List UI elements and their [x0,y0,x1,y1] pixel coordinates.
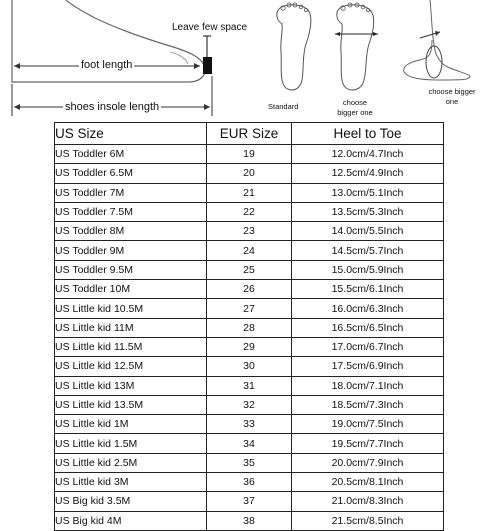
eur-size-cell: 23 [207,222,292,241]
measurement-illustration [0,0,500,122]
size-chart-table [54,122,444,531]
heel-to-toe-cell: 12.0cm/4.7Inch [292,145,444,164]
eur-size-cell: 34 [207,434,292,453]
eur-size-cell: 35 [207,453,292,472]
us-size-cell: US Toddler 7.5M [55,202,207,221]
heel-to-toe-cell: 15.5cm/6.1Inch [292,280,444,299]
table-row [55,280,444,299]
eur-size-cell: 32 [207,395,292,414]
heel-to-toe-cell: 17.0cm/6.7Inch [292,337,444,356]
eur-size-cell: 19 [207,145,292,164]
heel-to-toe-cell: 12.5cm/4.9Inch [292,164,444,183]
heel-to-toe-cell: 19.5cm/7.7Inch [292,434,444,453]
us-size-cell: US Little kid 12.5M [55,357,207,376]
heel-to-toe-cell: 16.0cm/6.3Inch [292,299,444,318]
choose-bigger-label-wide: choose bigger one [337,98,373,117]
table-row [55,299,444,318]
table-row [55,376,444,395]
eur-size-cell: 20 [207,164,292,183]
standard-label: Standard [268,102,299,111]
table-row [55,318,444,337]
table-row [55,202,444,221]
eur-size-cell: 24 [207,241,292,260]
table-row [55,434,444,453]
heel-to-toe-cell: 14.5cm/5.7Inch [292,241,444,260]
table-row [55,260,444,279]
us-size-cell: US Little kid 10.5M [55,299,207,318]
heel-to-toe-cell: 20.0cm/7.9Inch [292,453,444,472]
table-row [55,241,444,260]
us-size-cell: US Little kid 11.5M [55,337,207,356]
heel-to-toe-cell: 14.0cm/5.5Inch [292,222,444,241]
table-row [55,395,444,414]
us-size-cell: US Big kid 3.5M [55,492,207,511]
table-row [55,453,444,472]
us-size-cell: US Little kid 13.5M [55,395,207,414]
us-size-cell: US Toddler 9M [55,241,207,260]
eur-size-cell: 36 [207,473,292,492]
heel-to-toe-cell: 13.5cm/5.3Inch [292,202,444,221]
heel-to-toe-cell: 21.0cm/8.3Inch [292,492,444,511]
eur-size-cell: 28 [207,318,292,337]
instep-measure-loop [426,46,442,78]
eur-size-cell: 33 [207,415,292,434]
heel-to-toe-cell: 19.0cm/7.5Inch [292,415,444,434]
table-row [55,337,444,356]
eur-size-cell: 21 [207,183,292,202]
header-us-size: US Size [55,123,207,145]
table-header-row [55,123,444,145]
table-row [55,164,444,183]
eur-size-cell: 37 [207,492,292,511]
us-size-cell: US Toddler 7M [55,183,207,202]
eur-size-cell: 31 [207,376,292,395]
shoe-toe-block [203,57,212,74]
toe-detail [170,52,188,64]
header-eur-size: EUR Size [207,123,292,145]
heel-to-toe-cell: 20.5cm/8.1Inch [292,473,444,492]
heel-to-toe-cell: 17.5cm/6.9Inch [292,357,444,376]
table-row [55,492,444,511]
eur-size-cell: 26 [207,280,292,299]
table-body [55,145,444,531]
us-size-cell: US Little kid 11M [55,318,207,337]
heel-to-toe-cell: 16.5cm/6.5Inch [292,318,444,337]
eur-size-cell: 22 [207,202,292,221]
table-row [55,183,444,202]
eur-size-cell: 29 [207,337,292,356]
choose-bigger-label-instep: choose bigger one [428,87,476,106]
table-row [55,145,444,164]
instep-foot-outline [404,0,470,80]
us-size-cell: US Little kid 1.5M [55,434,207,453]
foot-length-label: foot length [81,59,133,71]
table-row [55,511,444,530]
heel-to-toe-cell: 21.5cm/8.5Inch [292,511,444,530]
heel-to-toe-cell: 13.0cm/5.1Inch [292,183,444,202]
table-row [55,357,444,376]
us-size-cell: US Little kid 13M [55,376,207,395]
table-row [55,222,444,241]
us-size-cell: US Little kid 3M [55,473,207,492]
us-size-cell: US Little kid 2.5M [55,453,207,472]
heel-to-toe-cell: 18.0cm/7.1Inch [292,376,444,395]
eur-size-cell: 27 [207,299,292,318]
insole-length-label: shoes insole length [65,101,160,113]
eur-size-cell: 38 [207,511,292,530]
header-heel-to-toe: Heel to Toe [292,123,444,145]
eur-size-cell: 30 [207,357,292,376]
eur-size-cell: 25 [207,260,292,279]
us-size-cell: US Toddler 6.5M [55,164,207,183]
us-size-cell: US Toddler 6M [55,145,207,164]
leave-space-label: Leave few space [172,22,248,33]
us-size-cell: US Big kid 4M [55,511,207,530]
us-size-cell: US Toddler 8M [55,222,207,241]
standard-foot-outline [277,5,311,90]
heel-to-toe-cell: 18.5cm/7.3Inch [292,395,444,414]
table-row [55,473,444,492]
heel-to-toe-cell: 15.0cm/5.9Inch [292,260,444,279]
us-size-cell: US Toddler 10M [55,280,207,299]
table-row [55,415,444,434]
us-size-cell: US Toddler 9.5M [55,260,207,279]
wide-foot-outline [337,5,374,90]
us-size-cell: US Little kid 1M [55,415,207,434]
